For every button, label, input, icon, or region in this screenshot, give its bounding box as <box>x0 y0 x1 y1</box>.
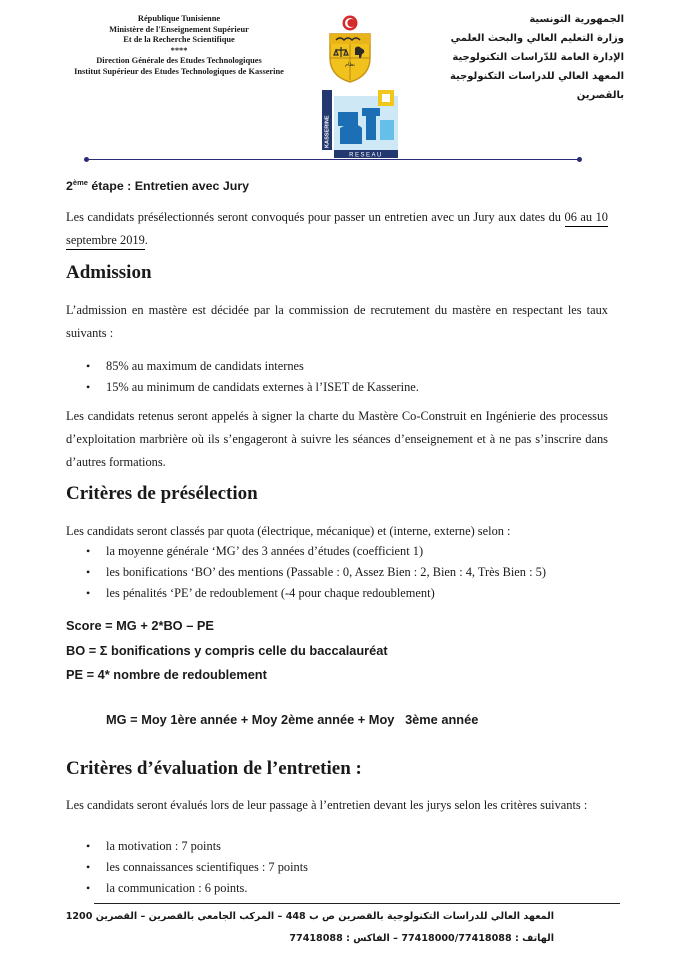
preselection-bullet-list <box>86 541 606 604</box>
preselection-intro: Les candidats seront classés par quota (électrique, mécanique) et (interne, externe) selon : <box>66 524 511 538</box>
bo-formula: BO = Σ bonifications y compris celle du baccalauréat <box>66 643 388 658</box>
logo-side-text: KASSERINE <box>324 115 331 148</box>
admission-bullet-item: • 85% au maximum de candidats internes <box>86 356 606 377</box>
preselection-bullet-item: • la moyenne générale ‘MG’ des 3 années d’études (coefficient 1) <box>86 541 606 562</box>
header-left-line-1: République Tunisienne <box>137 14 221 23</box>
header-divider-line <box>86 159 580 160</box>
evaluation-heading: Critères d’évaluation de l’entretien : <box>66 758 362 779</box>
footer-address-block <box>34 906 554 950</box>
admission-heading: Admission <box>66 262 152 283</box>
score-formula: Score = MG + 2*BO – PE <box>66 618 214 633</box>
step2-title-number: 2 <box>66 179 73 194</box>
admission-intro: L’admission en mastère est décidée par la commission de recrutement du mastère en respectant les taux suivants : <box>66 303 608 340</box>
evaluation-bullet-item: • la communication : 6 points. <box>86 878 606 899</box>
pe-formula: PE = 4* nombre de redoublement <box>66 667 267 682</box>
admission-bullet-item: • 15% au minimum de candidats externes à l’ISET de Kasserine. <box>86 377 606 398</box>
svg-text:ﻧﻈﺎﻡ: ﻧﻈﺎﻡ <box>344 62 356 68</box>
iset-kasserine-logo <box>322 90 402 158</box>
step2-para-end: . <box>144 233 148 247</box>
preselection-bullet-item: • les pénalités ‘PE’ de redoublement (-4 pour chaque redoublement) <box>86 583 606 604</box>
preselection-bullet-item: • les bonifications ‘BO’ des mentions (Passable : 0, Assez Bien : 2, Bien : 4, Très Bien : 5) <box>86 562 606 583</box>
header-left-line-4: Direction Générale des Etudes Technologiques <box>96 56 262 66</box>
footer-address-line: المعهد العالي للدراسات التكنولوجية بالقصرين ص ب 448 – المركب الجامعي بالقصرين – القصرين 1200 <box>65 911 554 922</box>
mg-formula: MG = Moy 1ère année + Moy 2ème année + Moy 3ème année <box>106 712 479 727</box>
header-right-arabic-block <box>414 10 624 105</box>
header-left-line-2: Ministère de l'Enseignement Supérieur <box>109 24 249 34</box>
header-left-institution-block <box>40 14 318 78</box>
admission-paragraph: Les candidats retenus seront appelés à signer la charte du Mastère Co-Construit en Ingénierie des processus d’exploitation marbrière où ils s’engageront à suivre les séances d’enseignement et à ne pas s’inscrire dans d’autres formations. <box>66 409 608 469</box>
logo-bottom-text: RESEAU <box>349 152 383 158</box>
header-right-line-1: الجمهورية التونسية <box>529 14 624 25</box>
step2-title-sup: ème <box>72 178 88 187</box>
footer-divider-line <box>94 903 620 904</box>
header-right-line-3: الإدارة العامة للدّراسات التكنولوجية <box>452 52 624 63</box>
step2-dates: 06 au 10 septembre 2019 <box>66 210 608 250</box>
evaluation-intro: Les candidats seront évalués lors de leur passage à l’entretien devant les jurys selon les critères suivants : <box>66 798 588 812</box>
admission-bullet-list <box>86 356 606 398</box>
evaluation-bullet-item: • les connaissances scientifiques : 7 points <box>86 857 606 878</box>
evaluation-bullet-item: • la motivation : 7 points <box>86 836 606 857</box>
header-left-stars: **** <box>170 45 188 55</box>
preselection-heading: Critères de présélection <box>66 483 258 504</box>
tunisia-coat-of-arms-emblem <box>322 14 378 84</box>
header-left-line-5: Institut Supérieur des Etudes Technologiques de Kasserine <box>74 66 284 76</box>
step2-para-text: Les candidats présélectionnés seront convoqués pour passer un entretien avec un Jury aux dates du <box>66 210 565 224</box>
step2-title-text: étape : Entretien avec Jury <box>87 179 250 194</box>
footer-contact-line: الهاتف : 77418000/77418088 – الفاكس : 77418088 <box>289 933 554 944</box>
step2-paragraph <box>66 206 608 252</box>
header-right-line-4: المعهد العالي للدراسات التكنولوجية بالقصرين <box>449 71 624 101</box>
header-left-line-3: Et de la Recherche Scientifique <box>123 35 235 45</box>
header-right-line-2: وزارة التعليم العالي والبحث العلمي <box>450 33 624 44</box>
evaluation-bullet-list <box>86 836 606 899</box>
step2-title <box>66 178 249 193</box>
